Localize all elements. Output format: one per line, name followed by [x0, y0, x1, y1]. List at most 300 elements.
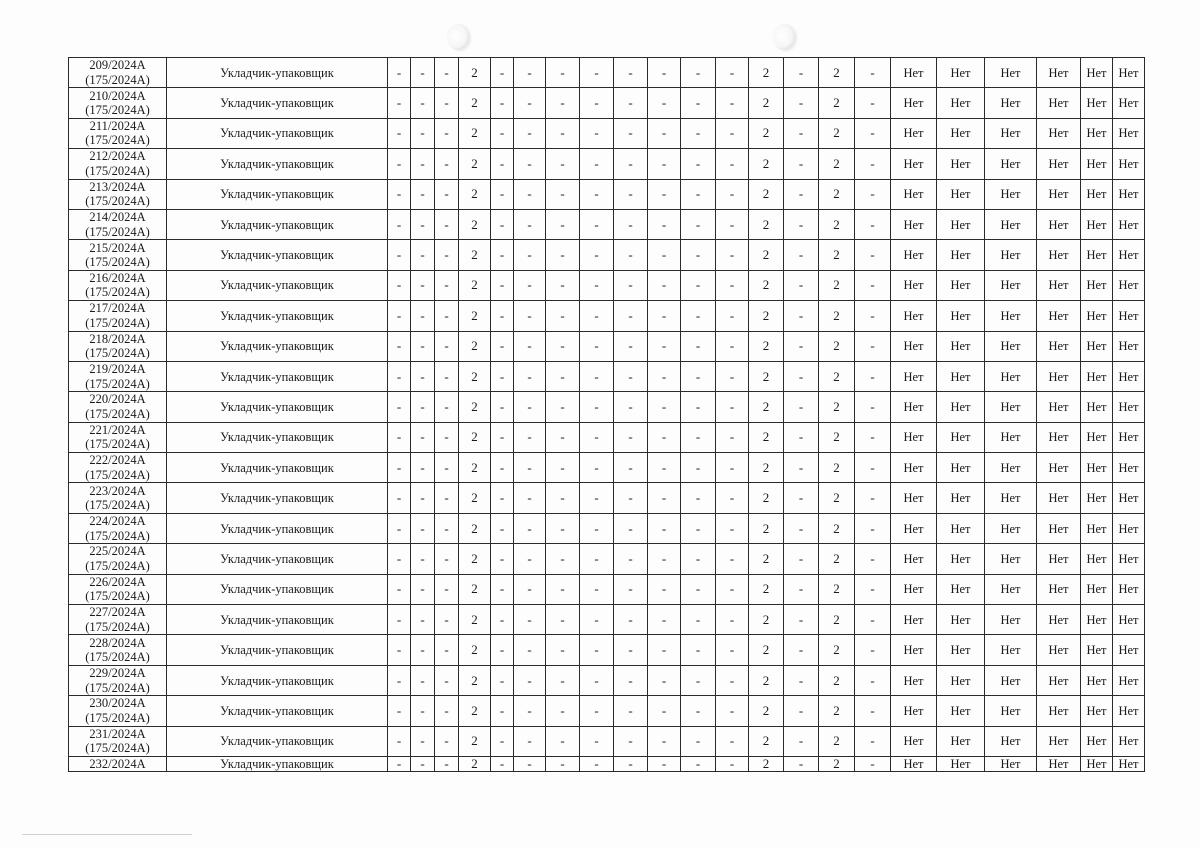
- table-row: [69, 209, 1145, 239]
- value-cell: 2: [749, 665, 784, 695]
- analog-workplace-number: (175/2024А): [85, 741, 150, 756]
- value-cell: -: [855, 392, 891, 422]
- analog-workplace-number: (175/2024А): [85, 255, 150, 270]
- table-row: [69, 270, 1145, 300]
- value-cell: -: [435, 453, 459, 483]
- value-cell: Нет: [1113, 605, 1145, 635]
- value-cell: -: [546, 483, 580, 513]
- value-cell: 2: [819, 58, 855, 88]
- value-cell: -: [614, 544, 648, 574]
- table-row: [69, 331, 1145, 361]
- analog-workplace-number: (175/2024А): [85, 680, 150, 695]
- value-cell: -: [681, 483, 716, 513]
- value-cell: -: [514, 361, 546, 391]
- workplace-number: 223/2024А: [89, 483, 146, 498]
- value-cell: -: [388, 696, 411, 726]
- analog-workplace-number: (175/2024А): [85, 346, 150, 361]
- value-cell: 2: [819, 574, 855, 604]
- value-cell: Нет: [1037, 58, 1081, 88]
- value-cell: -: [514, 453, 546, 483]
- analog-workplace-number: (175/2024А): [85, 163, 150, 178]
- value-cell: -: [514, 483, 546, 513]
- value-cell: Нет: [937, 756, 985, 772]
- value-cell: -: [716, 453, 749, 483]
- workplace-number: 211/2024А: [89, 118, 146, 133]
- value-cell: Нет: [891, 240, 937, 270]
- value-cell: -: [614, 605, 648, 635]
- value-cell: -: [388, 756, 411, 772]
- value-cell: -: [388, 118, 411, 148]
- value-cell: -: [411, 453, 435, 483]
- position-name: Укладчик-упаковщик: [167, 58, 388, 88]
- value-cell: -: [716, 665, 749, 695]
- position-name: Укладчик-упаковщик: [167, 696, 388, 726]
- value-cell: -: [491, 209, 514, 239]
- value-cell: -: [681, 422, 716, 452]
- value-cell: -: [491, 453, 514, 483]
- value-cell: 2: [819, 544, 855, 574]
- position-name: Укладчик-упаковщик: [167, 483, 388, 513]
- value-cell: -: [546, 635, 580, 665]
- value-cell: -: [546, 574, 580, 604]
- value-cell: Нет: [1037, 88, 1081, 118]
- value-cell: 2: [819, 422, 855, 452]
- value-cell: Нет: [937, 270, 985, 300]
- value-cell: Нет: [937, 453, 985, 483]
- value-cell: -: [855, 240, 891, 270]
- value-cell: -: [855, 88, 891, 118]
- value-cell: Нет: [1113, 88, 1145, 118]
- value-cell: Нет: [891, 88, 937, 118]
- value-cell: Нет: [1081, 209, 1113, 239]
- value-cell: -: [648, 696, 681, 726]
- value-cell: -: [614, 118, 648, 148]
- value-cell: -: [388, 605, 411, 635]
- value-cell: -: [784, 513, 819, 543]
- value-cell: Нет: [1037, 301, 1081, 331]
- value-cell: 2: [459, 149, 491, 179]
- value-cell: -: [784, 605, 819, 635]
- value-cell: -: [514, 756, 546, 772]
- value-cell: 2: [459, 574, 491, 604]
- value-cell: Нет: [985, 635, 1037, 665]
- workplace-number-cell: [69, 635, 167, 665]
- value-cell: -: [648, 179, 681, 209]
- value-cell: -: [435, 240, 459, 270]
- value-cell: -: [491, 696, 514, 726]
- position-name: Укладчик-упаковщик: [167, 240, 388, 270]
- value-cell: 2: [459, 209, 491, 239]
- table-row: [69, 605, 1145, 635]
- value-cell: -: [648, 301, 681, 331]
- value-cell: Нет: [1037, 149, 1081, 179]
- value-cell: -: [716, 605, 749, 635]
- workplace-number: 221/2024А: [89, 422, 146, 437]
- value-cell: -: [435, 331, 459, 361]
- value-cell: -: [614, 726, 648, 756]
- value-cell: Нет: [937, 726, 985, 756]
- value-cell: -: [491, 361, 514, 391]
- value-cell: Нет: [1113, 453, 1145, 483]
- value-cell: -: [514, 665, 546, 695]
- value-cell: -: [491, 605, 514, 635]
- value-cell: -: [514, 422, 546, 452]
- value-cell: -: [411, 270, 435, 300]
- value-cell: Нет: [985, 605, 1037, 635]
- value-cell: -: [648, 665, 681, 695]
- value-cell: -: [580, 574, 614, 604]
- value-cell: -: [491, 58, 514, 88]
- value-cell: 2: [819, 696, 855, 726]
- workplace-number-cell: [69, 209, 167, 239]
- value-cell: -: [388, 483, 411, 513]
- value-cell: -: [546, 179, 580, 209]
- value-cell: 2: [749, 544, 784, 574]
- value-cell: -: [388, 88, 411, 118]
- value-cell: -: [614, 696, 648, 726]
- value-cell: -: [648, 270, 681, 300]
- value-cell: -: [580, 696, 614, 726]
- position-name: Укладчик-упаковщик: [167, 574, 388, 604]
- value-cell: -: [388, 149, 411, 179]
- value-cell: -: [435, 696, 459, 726]
- value-cell: -: [855, 209, 891, 239]
- value-cell: -: [855, 149, 891, 179]
- value-cell: -: [491, 574, 514, 604]
- workplace-number: 222/2024А: [89, 453, 146, 468]
- value-cell: Нет: [985, 696, 1037, 726]
- value-cell: 2: [749, 301, 784, 331]
- value-cell: -: [388, 179, 411, 209]
- value-cell: -: [580, 635, 614, 665]
- analog-workplace-number: (175/2024А): [85, 589, 150, 604]
- value-cell: Нет: [1081, 483, 1113, 513]
- value-cell: Нет: [891, 209, 937, 239]
- analog-workplace-number: (175/2024А): [85, 467, 150, 482]
- value-cell: -: [648, 605, 681, 635]
- value-cell: 2: [749, 756, 784, 772]
- position-name: Укладчик-упаковщик: [167, 756, 388, 772]
- workplace-number-cell: [69, 58, 167, 88]
- value-cell: 2: [749, 149, 784, 179]
- value-cell: Нет: [1113, 635, 1145, 665]
- value-cell: Нет: [1081, 88, 1113, 118]
- value-cell: Нет: [1037, 118, 1081, 148]
- value-cell: Нет: [937, 392, 985, 422]
- analog-workplace-number: (175/2024А): [85, 315, 150, 330]
- value-cell: -: [681, 209, 716, 239]
- value-cell: -: [580, 179, 614, 209]
- value-cell: Нет: [1113, 544, 1145, 574]
- value-cell: -: [648, 513, 681, 543]
- value-cell: -: [388, 240, 411, 270]
- value-cell: -: [614, 209, 648, 239]
- value-cell: -: [580, 665, 614, 695]
- value-cell: -: [435, 726, 459, 756]
- value-cell: -: [855, 483, 891, 513]
- value-cell: Нет: [891, 574, 937, 604]
- value-cell: Нет: [1113, 118, 1145, 148]
- value-cell: -: [491, 301, 514, 331]
- value-cell: Нет: [1113, 392, 1145, 422]
- analog-workplace-number: (175/2024А): [85, 498, 150, 513]
- value-cell: -: [716, 331, 749, 361]
- value-cell: 2: [459, 513, 491, 543]
- value-cell: 2: [749, 209, 784, 239]
- value-cell: -: [514, 392, 546, 422]
- table-row: [69, 149, 1145, 179]
- value-cell: Нет: [1081, 240, 1113, 270]
- value-cell: -: [784, 88, 819, 118]
- value-cell: -: [546, 331, 580, 361]
- value-cell: -: [580, 513, 614, 543]
- value-cell: -: [491, 422, 514, 452]
- value-cell: -: [855, 574, 891, 604]
- value-cell: -: [784, 209, 819, 239]
- value-cell: -: [435, 118, 459, 148]
- table-row: [69, 88, 1145, 118]
- value-cell: -: [388, 453, 411, 483]
- value-cell: Нет: [891, 513, 937, 543]
- value-cell: -: [716, 422, 749, 452]
- value-cell: -: [435, 513, 459, 543]
- value-cell: -: [491, 149, 514, 179]
- value-cell: -: [648, 149, 681, 179]
- value-cell: -: [614, 270, 648, 300]
- value-cell: -: [855, 726, 891, 756]
- table-row: [69, 696, 1145, 726]
- value-cell: -: [648, 361, 681, 391]
- value-cell: Нет: [985, 118, 1037, 148]
- workplace-number: 217/2024А: [89, 301, 146, 316]
- value-cell: -: [546, 58, 580, 88]
- value-cell: Нет: [1113, 756, 1145, 772]
- value-cell: -: [411, 483, 435, 513]
- value-cell: -: [784, 118, 819, 148]
- analog-workplace-number: (175/2024А): [85, 406, 150, 421]
- value-cell: -: [855, 696, 891, 726]
- value-cell: Нет: [1081, 756, 1113, 772]
- value-cell: 2: [819, 149, 855, 179]
- value-cell: -: [580, 483, 614, 513]
- value-cell: Нет: [1081, 665, 1113, 695]
- value-cell: -: [546, 513, 580, 543]
- value-cell: Нет: [1113, 240, 1145, 270]
- value-cell: Нет: [985, 361, 1037, 391]
- value-cell: -: [435, 301, 459, 331]
- table-row: [69, 361, 1145, 391]
- table-row: [69, 665, 1145, 695]
- value-cell: -: [435, 209, 459, 239]
- value-cell: -: [648, 756, 681, 772]
- value-cell: Нет: [937, 118, 985, 148]
- value-cell: 2: [819, 665, 855, 695]
- value-cell: Нет: [891, 726, 937, 756]
- value-cell: -: [411, 179, 435, 209]
- table-row: [69, 58, 1145, 88]
- value-cell: Нет: [891, 453, 937, 483]
- value-cell: -: [648, 422, 681, 452]
- value-cell: -: [614, 665, 648, 695]
- position-name: Укладчик-упаковщик: [167, 209, 388, 239]
- value-cell: -: [784, 270, 819, 300]
- value-cell: Нет: [1113, 574, 1145, 604]
- value-cell: -: [411, 756, 435, 772]
- value-cell: -: [614, 88, 648, 118]
- value-cell: Нет: [1113, 179, 1145, 209]
- value-cell: 2: [749, 726, 784, 756]
- analog-workplace-number: (175/2024А): [85, 437, 150, 452]
- workplace-number: 210/2024А: [89, 88, 146, 103]
- value-cell: 2: [459, 118, 491, 148]
- value-cell: -: [716, 58, 749, 88]
- value-cell: -: [514, 88, 546, 118]
- value-cell: Нет: [985, 58, 1037, 88]
- value-cell: -: [855, 665, 891, 695]
- value-cell: -: [546, 392, 580, 422]
- value-cell: 2: [749, 605, 784, 635]
- workplace-number-cell: [69, 483, 167, 513]
- value-cell: -: [716, 209, 749, 239]
- value-cell: -: [435, 88, 459, 118]
- value-cell: -: [580, 240, 614, 270]
- value-cell: Нет: [1037, 331, 1081, 361]
- value-cell: -: [716, 696, 749, 726]
- value-cell: Нет: [985, 270, 1037, 300]
- value-cell: Нет: [1081, 361, 1113, 391]
- value-cell: -: [580, 453, 614, 483]
- value-cell: -: [491, 726, 514, 756]
- value-cell: -: [546, 665, 580, 695]
- value-cell: Нет: [985, 301, 1037, 331]
- value-cell: Нет: [1037, 483, 1081, 513]
- value-cell: -: [614, 240, 648, 270]
- value-cell: -: [614, 483, 648, 513]
- value-cell: -: [716, 392, 749, 422]
- value-cell: -: [435, 361, 459, 391]
- workplace-number-cell: [69, 392, 167, 422]
- workplace-number-cell: [69, 422, 167, 452]
- value-cell: -: [784, 635, 819, 665]
- workplace-number: 214/2024А: [89, 210, 146, 225]
- value-cell: Нет: [1113, 270, 1145, 300]
- value-cell: Нет: [1081, 726, 1113, 756]
- value-cell: -: [546, 361, 580, 391]
- value-cell: -: [514, 574, 546, 604]
- value-cell: -: [681, 635, 716, 665]
- position-name: Укладчик-упаковщик: [167, 422, 388, 452]
- value-cell: Нет: [937, 513, 985, 543]
- value-cell: Нет: [937, 544, 985, 574]
- value-cell: -: [388, 635, 411, 665]
- value-cell: Нет: [937, 58, 985, 88]
- value-cell: 2: [749, 453, 784, 483]
- value-cell: 2: [459, 483, 491, 513]
- value-cell: Нет: [937, 605, 985, 635]
- value-cell: -: [784, 726, 819, 756]
- value-cell: -: [855, 605, 891, 635]
- value-cell: 2: [459, 544, 491, 574]
- workplace-number: 231/2024А: [89, 726, 146, 741]
- value-cell: Нет: [937, 88, 985, 118]
- position-name: Укладчик-упаковщик: [167, 453, 388, 483]
- value-cell: -: [580, 331, 614, 361]
- punch-hole-left: [447, 24, 469, 50]
- value-cell: -: [546, 605, 580, 635]
- value-cell: Нет: [891, 270, 937, 300]
- value-cell: -: [491, 513, 514, 543]
- value-cell: -: [546, 209, 580, 239]
- value-cell: -: [514, 179, 546, 209]
- value-cell: Нет: [1081, 149, 1113, 179]
- value-cell: -: [580, 422, 614, 452]
- value-cell: Нет: [891, 331, 937, 361]
- table-row: [69, 574, 1145, 604]
- value-cell: 2: [819, 118, 855, 148]
- value-cell: -: [580, 301, 614, 331]
- value-cell: -: [514, 605, 546, 635]
- workplace-number: 228/2024А: [89, 635, 146, 650]
- workplace-number-cell: [69, 88, 167, 118]
- position-name: Укладчик-упаковщик: [167, 179, 388, 209]
- workplace-number: 215/2024А: [89, 240, 146, 255]
- value-cell: -: [681, 513, 716, 543]
- workplace-number-cell: [69, 726, 167, 756]
- table-row: [69, 240, 1145, 270]
- workplace-number-cell: [69, 453, 167, 483]
- value-cell: -: [546, 756, 580, 772]
- value-cell: Нет: [891, 483, 937, 513]
- position-name: Укладчик-упаковщик: [167, 544, 388, 574]
- value-cell: -: [681, 696, 716, 726]
- value-cell: Нет: [985, 665, 1037, 695]
- value-cell: 2: [749, 88, 784, 118]
- value-cell: -: [784, 453, 819, 483]
- value-cell: Нет: [1113, 301, 1145, 331]
- value-cell: Нет: [1081, 513, 1113, 543]
- value-cell: -: [514, 301, 546, 331]
- value-cell: 2: [749, 635, 784, 665]
- value-cell: -: [716, 726, 749, 756]
- position-name: Укладчик-упаковщик: [167, 665, 388, 695]
- value-cell: 2: [749, 58, 784, 88]
- table-row: [69, 544, 1145, 574]
- value-cell: Нет: [1081, 179, 1113, 209]
- position-name: Укладчик-упаковщик: [167, 635, 388, 665]
- value-cell: -: [855, 635, 891, 665]
- value-cell: -: [614, 392, 648, 422]
- value-cell: 2: [819, 483, 855, 513]
- value-cell: Нет: [937, 240, 985, 270]
- value-cell: Нет: [1081, 635, 1113, 665]
- value-cell: -: [614, 513, 648, 543]
- value-cell: -: [411, 635, 435, 665]
- value-cell: -: [411, 513, 435, 543]
- value-cell: 2: [819, 361, 855, 391]
- value-cell: -: [514, 726, 546, 756]
- value-cell: -: [784, 149, 819, 179]
- value-cell: -: [388, 726, 411, 756]
- value-cell: -: [388, 422, 411, 452]
- workplace-number: 209/2024А: [89, 58, 146, 73]
- value-cell: Нет: [985, 209, 1037, 239]
- value-cell: -: [411, 726, 435, 756]
- workplace-number: 226/2024А: [89, 574, 146, 589]
- workplace-number: 230/2024А: [89, 696, 146, 711]
- value-cell: 2: [459, 331, 491, 361]
- value-cell: -: [411, 665, 435, 695]
- value-cell: -: [784, 574, 819, 604]
